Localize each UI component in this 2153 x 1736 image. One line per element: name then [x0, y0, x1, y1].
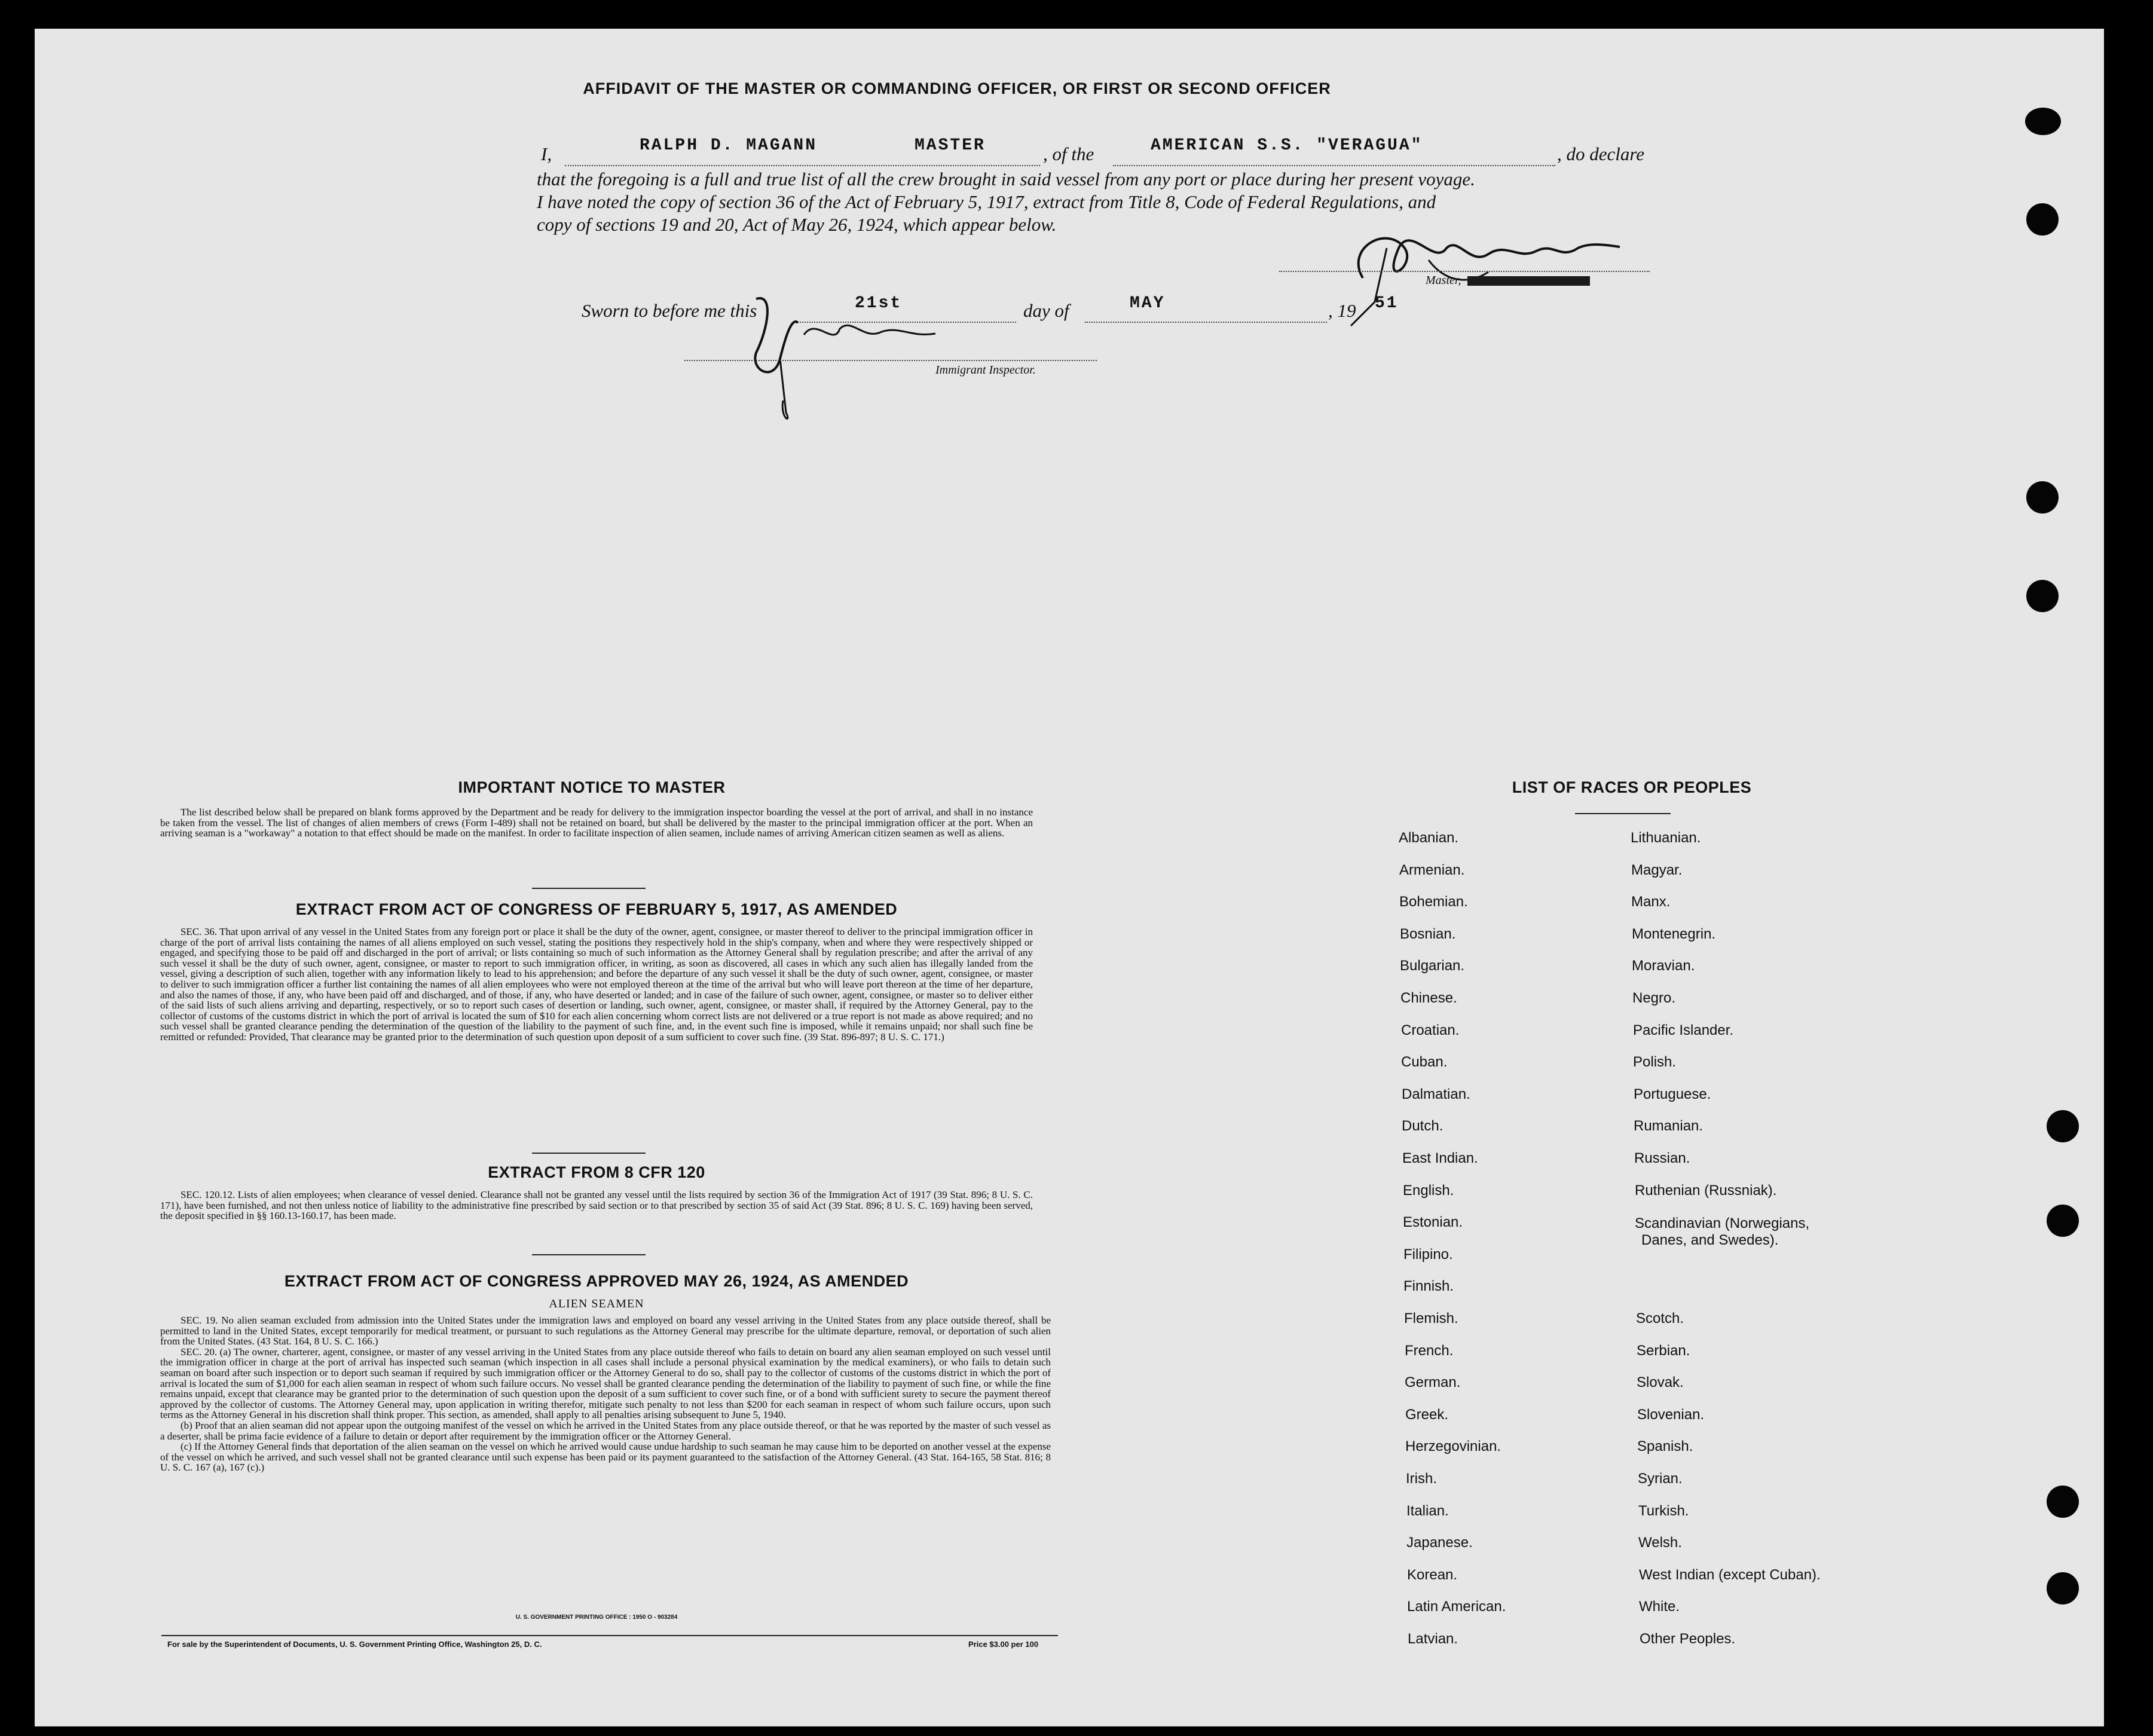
inspector-signature — [732, 281, 953, 424]
master-name: RALPH D. MAGANN — [640, 136, 818, 155]
sworn-month: MAY — [1130, 294, 1166, 313]
race-item: Croatian. — [1401, 1022, 1460, 1038]
affidavit-line-2: that the foregoing is a full and true list of all the crew brought in said vessel from any port or place during her present voyage. — [537, 169, 1475, 190]
sworn-prefix: Sworn to before me this — [582, 300, 757, 321]
day-of-text: day of — [1023, 300, 1069, 321]
section-20a-paragraph: SEC. 20. (a) The owner, charterer, agent, consignee, or master of any vessel arriving in the United States from any place outside thereof who fails to detain on board any alien seaman employed on such vessel until the immigration officer in charge at the port of arrival has inspected such seaman (which inspection in all cases shall include a personal physical examination by the medical examiners), or who fails to detain such seaman on board after such inspection or to deport such seaman if required by such immigration officer or the Attorney General to do so, shall pay to the collector of customs of the customs district in which the port of arrival is located the sum of $1,000 for each alien seaman in respect of whom such failure occurs. No vessel shall be granted clearance pending the determination of the liability to payment of such fine, or while the fine remains unpaid, except that clearance may be granted prior to the determination of such question upon the deposit of a sum sufficient to cover such fine, or of a bond with sufficient surety to secure the payment thereof approved by the collector of customs. The Attorney General may, upon application in writing therefor, mitigate such penalty to not less than $200 for each seaman in respect of whom such failure occurs, upon such terms as the Attorney General in his discretion shall think proper. This section, as amended, shall apply to all penalties arising subsequent to June 5, 1940. — [160, 1346, 1051, 1421]
year-suffix: 51 — [1375, 294, 1399, 313]
master-signature-line — [1279, 271, 1650, 272]
race-item: Rumanian. — [1634, 1118, 1704, 1134]
race-item: Turkish. — [1638, 1503, 1689, 1519]
affidavit-line-3: I have noted the copy of section 36 of the Act of February 5, 1917, extract from Title 8, Code of Federal Regulations, and — [537, 191, 1436, 212]
master-rank: MASTER — [915, 136, 986, 155]
race-item: Korean. — [1407, 1567, 1458, 1583]
vessel-blank-line — [1113, 165, 1555, 166]
punch-hole — [2025, 108, 2061, 135]
punch-hole — [2047, 1572, 2079, 1604]
section-19-paragraph: SEC. 19. No alien seaman excluded from admission into the United States under the immigration laws and employed on board any vessel arriving in the United States from any place outside thereof, shall be permitted to land in the United States, except temporarily for medical treatment, or pursuant to such regulations as the Attorney General may prescribe for the ultimate departure, removal, or deportation of such alien from the United States. (43 Stat. 164, 8 U. S. C. 166.) — [160, 1315, 1051, 1347]
inspector-caption: Immigrant Inspector. — [935, 363, 1036, 377]
section-120-12-paragraph: SEC. 120.12. Lists of alien employees; when clearance of vessel denied. Clearance shall not be granted any vessel until the lists required by section 36 of the Immigration Act of 1917 (39 Stat. 896; 8 U. S. C. 171), have been furnished, and not then unless notice of liability to the administrative fine prescribed by said section or to that prescribed by section 35 of said Act (39 Stat. 896; 8 U. S. C. 169) having been served, the deposit specified in §§ 160.13-160.17, has been made. — [160, 1189, 1033, 1222]
punch-hole — [2047, 1486, 2079, 1518]
race-item: Chinese. — [1400, 990, 1457, 1006]
race-item: White. — [1639, 1599, 1680, 1615]
punch-hole — [2047, 1110, 2079, 1142]
race-item: Magyar. — [1631, 862, 1683, 878]
section-20c-paragraph: (c) If the Attorney General finds that deportation of the alien seaman on the vessel on which he arrived would cause undue hardship to such seaman he may cause him to be deported on another vessel at the expense of the vessel on which he arrived, and such vessel shall not be granted clearance until such expense has been paid or its payment guaranteed to the satisfaction of the Attorney General. (43 Stat. 164-165, 58 Stat. 816; 8 U. S. C. 167 (a), 167 (c).) — [160, 1441, 1051, 1474]
race-item: Greek. — [1405, 1407, 1449, 1423]
race-item: Montenegrin. — [1632, 926, 1716, 942]
race-item: Welsh. — [1638, 1535, 1682, 1551]
race-item: Armenian. — [1399, 862, 1465, 878]
month-blank-line — [1085, 322, 1327, 323]
race-item: Estonian. — [1403, 1214, 1463, 1230]
race-item: Pacific Islander. — [1633, 1022, 1734, 1038]
section-20b-paragraph: (b) Proof that an alien seaman did not appear upon the outgoing manifest of the vessel on which he arrived in the United States from any place outside thereof, or that he was reported by the master of such vessel as a deserter, shall be prima facie evidence of a failure to detain or deport after requirement by the immigration officer or the Attorney General. — [160, 1419, 1051, 1442]
race-item: Serbian. — [1637, 1343, 1690, 1359]
year-prefix: , 19 — [1328, 300, 1356, 321]
extract-1924-title: EXTRACT FROM ACT OF CONGRESS APPROVED MAY 26, 1924, AS AMENDED — [284, 1272, 909, 1290]
sale-notice: For sale by the Superintendent of Documents, U. S. Government Printing Office, Washington 25, D. C. — [167, 1640, 542, 1649]
punch-hole — [2026, 203, 2059, 236]
race-item: French. — [1405, 1343, 1454, 1359]
race-item: Other Peoples. — [1640, 1631, 1736, 1647]
do-declare-text: , do declare — [1557, 143, 1645, 164]
master-caption — [1426, 274, 1590, 288]
race-item: Scotch. — [1636, 1310, 1684, 1327]
race-item: Portuguese. — [1634, 1086, 1711, 1102]
race-item: Filipino. — [1403, 1246, 1453, 1263]
race-item: Negro. — [1632, 990, 1676, 1006]
extract-cfr-title: EXTRACT FROM 8 CFR 120 — [488, 1163, 705, 1181]
inspector-signature-line — [684, 360, 1097, 361]
race-item: West Indian (except Cuban). — [1639, 1567, 1821, 1583]
race-item: Slovak. — [1637, 1374, 1684, 1390]
race-item: Lithuanian. — [1631, 830, 1701, 846]
race-item: Dutch. — [1402, 1118, 1444, 1134]
race-item: Scandinavian (Norwegians, — [1635, 1215, 1810, 1231]
race-item: Ruthenian (Russniak). — [1635, 1182, 1777, 1199]
race-item: Danes, and Swedes). — [1641, 1232, 1779, 1248]
race-item: Polish. — [1633, 1054, 1677, 1070]
race-item: Latvian. — [1408, 1631, 1458, 1647]
race-item: Cuban. — [1401, 1054, 1448, 1070]
sworn-day: 21st — [855, 294, 903, 313]
extract-1924-text — [160, 1315, 1051, 1473]
race-item: Spanish. — [1637, 1438, 1693, 1454]
race-item: Albanian. — [1399, 830, 1459, 846]
affidavit-title: AFFIDAVIT OF THE MASTER OR COMMANDING OFFICER, OR FIRST OR SECOND OFFICER — [583, 80, 1331, 97]
vessel-name: AMERICAN S.S. "VERAGUA" — [1151, 136, 1423, 155]
race-item: Slovenian. — [1637, 1407, 1705, 1423]
race-item: Irish. — [1406, 1471, 1438, 1487]
race-item: Flemish. — [1404, 1310, 1458, 1327]
race-item: German. — [1405, 1374, 1461, 1390]
footer-rule — [161, 1635, 1058, 1636]
race-item: Manx. — [1631, 894, 1671, 910]
race-item: Moravian. — [1632, 958, 1695, 974]
races-title: LIST OF RACES OR PEOPLES — [1512, 778, 1752, 796]
extract-1917-title: EXTRACT FROM ACT OF CONGRESS OF FEBRUARY 5, 1917, AS AMENDED — [295, 900, 898, 918]
extract-cfr-text — [160, 1190, 1033, 1221]
race-item: English. — [1403, 1182, 1454, 1199]
affidavit-line-4: copy of sections 19 and 20, Act of May 26, 1924, which appear below. — [537, 214, 1057, 235]
alien-seamen-subtitle: ALIEN SEAMEN — [549, 1297, 644, 1310]
notice-text — [160, 807, 1033, 839]
race-item: Herzegovinian. — [1405, 1438, 1501, 1454]
master-signature — [1309, 212, 1644, 332]
divider — [1575, 813, 1671, 814]
divider — [532, 888, 646, 889]
section-36-paragraph: SEC. 36. That upon arrival of any vessel in the United States from any foreign port or place it shall be the duty of the owner, agent, consignee, or master thereof to deliver to the principal immigration officer in charge of the port of arrival lists containing the names of all aliens employed on such vessel, stating the positions they respectively hold in the ship's company, when and where they were respectively shipped or engaged, and specifying those to be paid off and discharged in the port of arrival; or lists containing so much of such information as the Attorney General shall by regulation prescribe; and after the arrival of any such vessel it shall be the duty of such owner, agent, consignee, or master to report to such immigration officer, in writing, as soon as discovered, all cases in which any such alien has illegally landed from the vessel, giving a description of such alien, together with any information likely to lead to his apprehension; and before the departure of any such vessel it shall be the duty of such owner, agent, consignee, or master to deliver to such immigration officer a further list containing the names of all alien employees who were not employed thereon at the time of the arrival but who will leave port thereon at the time of her departure, and also the names of those, if any, who have been paid off and discharged, and of those, if any, who have deserted or landed; and in case of the failure of such owner, agent, consignee, or master so to deliver either of the said lists of such aliens arriving and departing, respectively, or so to report such cases of desertion or landing, such owner, agent, consignee, or master shall, if required by the Attorney General, pay to the collector of customs of the customs district in which the port of arrival is located the sum of $10 for each alien concerning whom correct lists are not delivered or a true report is not made as above required; and no such vessel shall be granted clearance pending the determination of the question of the liability to the payment of such fine, and, in the event such fine is imposed, while it remains unpaid; nor shall such fine be remitted or refunded: Provided, That clearance may be granted prior to the determination of such question upon deposit of a sum sufficient to cover such fine. (39 Stat. 896-897; 8 U. S. C. 171.) — [160, 926, 1033, 1043]
notice-title: IMPORTANT NOTICE TO MASTER — [458, 778, 726, 796]
race-item: Bulgarian. — [1400, 958, 1465, 974]
race-item: Finnish. — [1403, 1278, 1454, 1294]
master-caption-text: Master, — [1426, 274, 1461, 287]
divider — [532, 1254, 646, 1255]
punch-hole — [2047, 1205, 2079, 1237]
race-item: Italian. — [1406, 1503, 1449, 1519]
of-the-text: , of the — [1043, 143, 1094, 164]
race-item: Russian. — [1634, 1150, 1690, 1166]
affidavit-i: I, — [541, 143, 552, 164]
notice-paragraph: The list described below shall be prepared on blank forms approved by the Department and be ready for delivery to the immigration inspector boarding the vessel at the port of arrival, and shall in no instance be taken from the vessel. The list of changes of alien members of crews (Form I-489) shall not be retained on board, but shall be delivered by the master to the principal immigration officer at the port. When an arriving seaman is a "workaway" a notation to that effect should be made on the manifest. In order to facilitate inspection of alien seamen, include names of arriving American citizen seamen as well as aliens. — [160, 806, 1033, 839]
race-item: Latin American. — [1407, 1599, 1506, 1615]
extract-1917-text — [160, 927, 1033, 1043]
race-item: Japanese. — [1406, 1535, 1473, 1551]
name-blank-line — [565, 165, 1040, 166]
race-item: Dalmatian. — [1402, 1086, 1470, 1102]
struck-out-text — [1467, 276, 1590, 286]
gpo-imprint: U. S. GOVERNMENT PRINTING OFFICE : 1950 O - 903284 — [515, 1614, 678, 1621]
price-notice: Price $3.00 per 100 — [968, 1640, 1039, 1649]
race-item: Bohemian. — [1399, 894, 1468, 910]
punch-hole — [2026, 481, 2059, 514]
race-item: Syrian. — [1638, 1471, 1683, 1487]
divider — [532, 1153, 646, 1154]
race-item: Bosnian. — [1400, 926, 1456, 942]
race-item: East Indian. — [1402, 1150, 1478, 1166]
punch-hole — [2026, 580, 2059, 612]
